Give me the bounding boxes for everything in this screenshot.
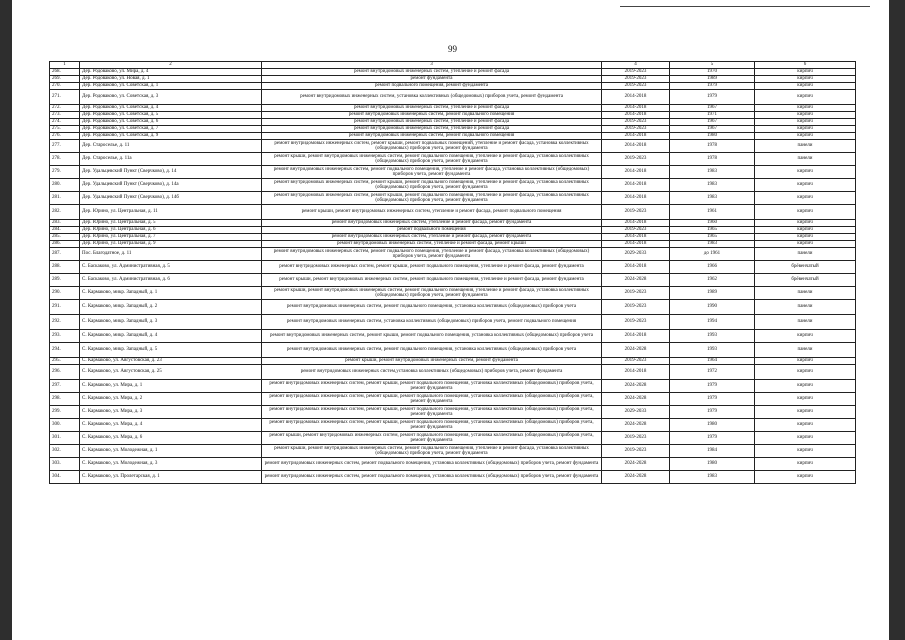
period-cell: 2024-2028	[602, 471, 670, 484]
period-cell: 2019-2023	[602, 153, 670, 166]
material-cell: панели	[755, 153, 856, 166]
address-cell: С. Кармаково, микр. Западный, д. 1	[80, 287, 262, 300]
works-cell: ремонт внутридомовых инженерных систем, ремонт крыши, ремонт подвального помещения, установка коллективных (общедомовых) приборов учета, ремонт фундамента	[262, 406, 602, 419]
address-cell: С. Кармаково, ул. Мира, д. 6	[80, 432, 262, 445]
works-cell: ремонт подвального помещения, ремонт фундамента	[262, 83, 602, 90]
row-number: 279.	[50, 166, 80, 179]
address-cell: С. Кармаково, ул. Молодежная, д. 1	[80, 445, 262, 458]
period-cell: 2019-2023	[602, 287, 670, 300]
table-row	[50, 393, 856, 406]
year-cell: 1971	[670, 112, 755, 119]
year-cell: 1979	[670, 393, 755, 406]
address-cell: С. Кармаково, ул. Августовская, д. 25	[80, 365, 262, 380]
row-number: 298.	[50, 393, 80, 406]
table-row	[50, 419, 856, 432]
works-cell: ремонт внутридомовых инженерных систем, утепление и ремонт фасада, ремонт фундамента	[262, 234, 602, 241]
row-number: 284.	[50, 227, 80, 234]
year-cell: 1983	[670, 166, 755, 179]
header-cell: 2	[80, 62, 262, 69]
year-cell: 1966	[670, 261, 755, 274]
year-cell: 1979	[670, 432, 755, 445]
row-number: 294.	[50, 343, 80, 358]
year-cell: 1983	[670, 241, 755, 248]
period-cell: 2024-2028	[602, 393, 670, 406]
material-cell: брёвенчатый	[755, 274, 856, 287]
year-cell: 1967	[670, 105, 755, 112]
period-cell: 2014-2018	[602, 179, 670, 192]
year-cell: 1993	[670, 343, 755, 358]
year-cell: 1994	[670, 315, 755, 330]
works-cell: ремонт внутридомовых инженерных систем, ремонт подвального помещения, установка коллективных (общедомовых) приборов учета, ремонт фундамента	[262, 458, 602, 471]
row-number: 280.	[50, 179, 80, 192]
period-cell: 2014-2018	[602, 105, 670, 112]
works-cell: ремонт внутридомовых инженерных систем, ремонт крыши, ремонт подвального помещения, установка коллективных (общедомовых) приборов учета, ремонт фундамента	[262, 380, 602, 393]
housing-repair-table	[49, 61, 856, 484]
address-cell: Дер. Староселье, д. 11а	[80, 153, 262, 166]
year-cell: 1979	[670, 83, 755, 90]
table-row	[50, 287, 856, 300]
period-cell: 2014-2018	[602, 166, 670, 179]
scan-left-edge	[0, 0, 12, 640]
row-number: 281.	[50, 192, 80, 205]
address-cell: Дер. Юрино, ул. Центральная, д. 5	[80, 220, 262, 227]
works-cell: ремонт фундамента	[262, 76, 602, 83]
works-cell: ремонт внутридомовых инженерных систем, ремонт крыши, ремонт подвального помещения, установка коллективных (общедомовых) приборов учета	[262, 330, 602, 343]
table-row	[50, 153, 856, 166]
address-cell: Дер. Староселье, д. 11	[80, 140, 262, 153]
table-row	[50, 105, 856, 112]
material-cell: кирпич	[755, 365, 856, 380]
material-cell: кирпич	[755, 192, 856, 205]
material-cell: кирпич	[755, 133, 856, 140]
period-cell: 2014-2018	[602, 140, 670, 153]
period-cell: 2019-2023	[602, 76, 670, 83]
period-cell: 2019-2023	[602, 83, 670, 90]
material-cell: панели	[755, 140, 856, 153]
table-row	[50, 234, 856, 241]
period-cell: 2019-2023	[602, 432, 670, 445]
year-cell: 1967	[670, 119, 755, 126]
works-cell: ремонт внутридомовых инженерных систем, утепление и ремонт фасада	[262, 126, 602, 133]
header-cell: 6	[755, 62, 856, 69]
table-row	[50, 76, 856, 83]
works-cell: ремонт крыши, ремонт внутридомовых инженерных систем, ремонт подвального помещения, утепление и ремонт фасада, установка коллективных (общедомовых) приборов учета, ремонт фундамента	[262, 153, 602, 166]
address-cell: С. Кармаково, ул. Пролетарская, д. 1	[80, 471, 262, 484]
row-number: 292.	[50, 315, 80, 330]
period-cell: 2014-2018	[602, 241, 670, 248]
period-cell: 2024-2028	[602, 419, 670, 432]
period-cell: 2019-2023	[602, 445, 670, 458]
works-cell: ремонт крыши, ремонт внутридомовых инженерных систем, ремонт подвального помещения, утепление и ремонт фасада, ремонт фундамента	[262, 274, 602, 287]
year-cell: 1960	[670, 220, 755, 227]
address-cell: Дер. Родоваково, ул. Советская, д. 9	[80, 133, 262, 140]
table-row	[50, 112, 856, 119]
material-cell: кирпич	[755, 126, 856, 133]
works-cell: ремонт внутридомовых инженерных систем, установка коллективных (общедомовых) приборов учета, ремонт подвального помещения	[262, 315, 602, 330]
material-cell: кирпич	[755, 471, 856, 484]
works-cell: ремонт внутридомовых инженерных систем, утепление и ремонт фасада, ремонт фундамента	[262, 220, 602, 227]
material-cell: кирпич	[755, 220, 856, 227]
table-row	[50, 227, 856, 234]
table-row	[50, 343, 856, 358]
row-number: 272.	[50, 105, 80, 112]
table-row	[50, 140, 856, 153]
material-cell: кирпич	[755, 205, 856, 220]
address-cell: С. Кармаково, ул. Мира, д. 4	[80, 419, 262, 432]
material-cell: панели	[755, 315, 856, 330]
material-cell: кирпич	[755, 179, 856, 192]
works-cell: ремонт крыши, ремонт внутридомовых инженерных систем, утепление и ремонт фасада, ремонт подвального помещения	[262, 205, 602, 220]
year-cell: 1983	[670, 192, 755, 205]
works-cell: ремонт крыши, ремонт внутридомовых инженерных систем, ремонт подвального помещения, утепление и ремонт фасада, установка коллективных (общедомовых) приборов учета, ремонт фундамента	[262, 445, 602, 458]
works-cell: ремонт внутридомовых инженерных систем,установка коллективных (общедомовых) приборов учета, ремонт фундамента	[262, 365, 602, 380]
works-cell: ремонт крыши, ремонт внутридомовых инженерных систем, ремонт фундамента	[262, 358, 602, 365]
works-cell: ремонт подвального помещения	[262, 227, 602, 234]
address-cell: Пос. Благодатное, д. 11	[80, 248, 262, 261]
works-cell: ремонт внутридомовых инженерных систем, утепление и ремонт фасада	[262, 69, 602, 76]
year-cell: 1980	[670, 458, 755, 471]
material-cell: брёвенчатый	[755, 261, 856, 274]
period-cell: 2019-2023	[602, 300, 670, 315]
row-number: 288.	[50, 261, 80, 274]
table-row	[50, 205, 856, 220]
row-number: 269.	[50, 76, 80, 83]
address-cell: Дер. Юрино, ул. Центральная, д. 6	[80, 227, 262, 234]
address-cell: С. Баскаково, ул. Административная, д. 6	[80, 274, 262, 287]
material-cell: кирпич	[755, 406, 856, 419]
table-row	[50, 133, 856, 140]
material-cell: кирпич	[755, 393, 856, 406]
material-cell: кирпич	[755, 83, 856, 90]
page-number: 99	[448, 44, 457, 54]
material-cell: кирпич	[755, 458, 856, 471]
period-cell: 2019-2023	[602, 227, 670, 234]
period-cell: 2014-2018	[602, 90, 670, 105]
table-row	[50, 220, 856, 227]
year-cell: 1990	[670, 300, 755, 315]
row-number: 287.	[50, 248, 80, 261]
year-cell: 1979	[670, 90, 755, 105]
period-cell: 2014-2018	[602, 261, 670, 274]
table-row	[50, 274, 856, 287]
material-cell: панели	[755, 300, 856, 315]
header-cell: 3	[262, 62, 602, 69]
works-cell: ремонт внутридомовых инженерных систем, ремонт крыши, ремонт подвального помещения, утепление и ремонт фасада, установка коллективных (общедомовых) приборов учета, ремонт фундамента	[262, 179, 602, 192]
year-cell: 1962	[670, 274, 755, 287]
table-row	[50, 432, 856, 445]
table-row	[50, 445, 856, 458]
table-row	[50, 248, 856, 261]
works-cell: ремонт внутридомовых инженерных систем, ремонт крыши, ремонт подвального помещения, утепление и ремонт фасада, ремонт фундамента	[262, 261, 602, 274]
table-row	[50, 300, 856, 315]
year-cell: 1980	[670, 133, 755, 140]
row-number: 274.	[50, 119, 80, 126]
material-cell: кирпич	[755, 234, 856, 241]
works-cell: ремонт внутридомовых инженерных систем, ремонт подвального помещения, утепление и ремонт фасада, установка коллективных (общедомовых) приборов учета, ремонт фундамента	[262, 248, 602, 261]
material-cell: кирпич	[755, 330, 856, 343]
table-row	[50, 458, 856, 471]
works-cell: ремонт внутридомовых инженерных систем, ремонт крыши, ремонт подвального помещения, установка коллективных (общедомовых) приборов учета, ремонт фундамента	[262, 419, 602, 432]
table-row	[50, 241, 856, 248]
row-number: 302.	[50, 445, 80, 458]
address-cell: С. Кармаково, микр. Западный, д. 4	[80, 330, 262, 343]
address-cell: С. Кармаково, микр. Западный, д. 2	[80, 300, 262, 315]
material-cell: кирпич	[755, 419, 856, 432]
period-cell: 2024-2028	[602, 343, 670, 358]
address-cell: Дер. Родоваково, ул. Советская, д. 4	[80, 105, 262, 112]
year-cell: 1979	[670, 380, 755, 393]
table-row	[50, 166, 856, 179]
row-number: 286.	[50, 241, 80, 248]
works-cell: ремонт внутридомовых инженерных систем, утепление и ремонт фасада	[262, 119, 602, 126]
row-number: 283.	[50, 220, 80, 227]
row-number: 299.	[50, 406, 80, 419]
row-number: 285.	[50, 234, 80, 241]
year-cell: 1989	[670, 287, 755, 300]
row-number: 296.	[50, 365, 80, 380]
table-row	[50, 179, 856, 192]
period-cell: 2014-2018	[602, 112, 670, 119]
period-cell: 2019-2023	[602, 358, 670, 365]
year-cell: 1965	[670, 227, 755, 234]
works-cell: ремонт внутридомовых инженерных систем, установка коллективных (общедомовых) приборов учета, ремонт фундамента	[262, 90, 602, 105]
year-cell: 1983	[670, 471, 755, 484]
works-cell: ремонт внутридомовых инженерных систем, утепление и ремонт фасада	[262, 105, 602, 112]
works-cell: ремонт внутридомовых инженерных систем, утепление и ремонт фасада, ремонт крыши	[262, 241, 602, 248]
row-number: 282.	[50, 205, 80, 220]
period-cell: 2014-2018	[602, 365, 670, 380]
year-cell: 1964	[670, 358, 755, 365]
works-cell: ремонт внутридомовых инженерных систем, ремонт подвального помещения, установка коллективных (общедомовых) приборов учета	[262, 343, 602, 358]
address-cell: Дер. Юрино, ул. Центральная, д. 7	[80, 234, 262, 241]
material-cell: кирпич	[755, 358, 856, 365]
year-cell: 1989	[670, 76, 755, 83]
address-cell: С. Кармаково, микр. Западный, д. 5	[80, 343, 262, 358]
material-cell: кирпич	[755, 432, 856, 445]
material-cell: панели	[755, 287, 856, 300]
works-cell: ремонт крыши, ремонт внутридомовых инженерных систем, ремонт подвального помещения, установка коллективных (общедомовых) приборов учета, ремонт фундамента	[262, 432, 602, 445]
material-cell: кирпич	[755, 166, 856, 179]
period-cell: 2024-2028	[602, 458, 670, 471]
address-cell: Дер. Родоваково, ул. Мира, д. 4	[80, 69, 262, 76]
works-cell: ремонт крыши, ремонт внутридомовых инженерных систем, ремонт подвального помещения, утепление и ремонт фасада, установка коллективных (общедомовых) приборов учета, ремонт фундамента	[262, 287, 602, 300]
works-cell: ремонт внутридомовых инженерных систем, ремонт крыши, ремонт подвальных помещений, утепление и ремонт фасада, установка коллективных (общедомовых) приборов учета, ремонт фундамента	[262, 140, 602, 153]
period-cell: 2024-2028	[602, 380, 670, 393]
row-number: 293.	[50, 330, 80, 343]
period-cell: 2029-2033	[602, 248, 670, 261]
material-cell: кирпич	[755, 112, 856, 119]
period-cell: 2014-2018	[602, 133, 670, 140]
header-cell: 4	[602, 62, 670, 69]
works-cell: ремонт внутридомовых инженерных систем, ремонт подвального помещения	[262, 112, 602, 119]
year-cell: 1978	[670, 153, 755, 166]
material-cell: кирпич	[755, 76, 856, 83]
year-cell: до 1961	[670, 248, 755, 261]
address-cell: Дер. Родоваково, ул. Советская, д. 3	[80, 90, 262, 105]
year-cell: 1983	[670, 179, 755, 192]
row-number: 275.	[50, 126, 80, 133]
table-row	[50, 365, 856, 380]
row-number: 271.	[50, 90, 80, 105]
address-cell: Дер. Родоваково, ул. Новая, д. 1	[80, 76, 262, 83]
works-cell: ремонт внутридомовых инженерных систем, ремонт подвального помещения, утепление и ремонт фасада, установка коллективных (общедомовых) приборов учета, ремонт фундамента	[262, 166, 602, 179]
table-row	[50, 119, 856, 126]
row-number: 304.	[50, 471, 80, 484]
row-number: 300.	[50, 419, 80, 432]
year-cell: 1979	[670, 406, 755, 419]
material-cell: панели	[755, 343, 856, 358]
header-cell: 1	[50, 62, 80, 69]
address-cell: Дер. Удальцевский Пункт (Сверчково), д. 14а	[80, 179, 262, 192]
table-row	[50, 471, 856, 484]
year-cell: 1993	[670, 330, 755, 343]
period-cell: 2019-2023	[602, 315, 670, 330]
period-cell: 2014-2018	[602, 220, 670, 227]
works-cell: ремонт внутридомовых инженерных систем, ремонт подвального помещения, установка коллективных (общедомовых) приборов учета, ремонт фундамента	[262, 471, 602, 484]
address-cell: С. Баскаково, ул. Административная, д. 5	[80, 261, 262, 274]
period-cell: 2019-2023	[602, 126, 670, 133]
address-cell: Дер. Удальцевский Пункт (Сверчково), д. 14б	[80, 192, 262, 205]
table-row	[50, 192, 856, 205]
works-cell: ремонт внутридомовых инженерных систем, ремонт подвального помещения, установка коллективных (общедомовых) приборов учета	[262, 300, 602, 315]
period-cell: 2014-2018	[602, 192, 670, 205]
period-cell: 2019-2023	[602, 69, 670, 76]
year-cell: 1970	[670, 69, 755, 76]
year-cell: 1965	[670, 234, 755, 241]
address-cell: С. Кармаково, ул. Мира, д. 2	[80, 393, 262, 406]
works-cell: ремонт внутридомовых инженерных систем, ремонт подвального помещения	[262, 133, 602, 140]
table-row	[50, 90, 856, 105]
period-cell: 2019-2023	[602, 119, 670, 126]
table-row	[50, 83, 856, 90]
material-cell: панели	[755, 248, 856, 261]
address-cell: С. Кармаково, ул. Мира, д. 1	[80, 380, 262, 393]
material-cell: кирпич	[755, 380, 856, 393]
period-cell: 2014-2018	[602, 330, 670, 343]
material-cell: кирпич	[755, 241, 856, 248]
header-row	[50, 62, 856, 69]
table-row	[50, 261, 856, 274]
table-row	[50, 126, 856, 133]
table-row	[50, 330, 856, 343]
row-number: 297.	[50, 380, 80, 393]
material-cell: кирпич	[755, 445, 856, 458]
address-cell: Дер. Юрино, ул. Центральная, д. 11	[80, 205, 262, 220]
row-number: 273.	[50, 112, 80, 119]
table-row	[50, 315, 856, 330]
header-cell: 5	[670, 62, 755, 69]
year-cell: 1984	[670, 445, 755, 458]
row-number: 291.	[50, 300, 80, 315]
address-cell: Дер. Родоваково, ул. Советская, д. 6	[80, 119, 262, 126]
address-cell: Дер. Родоваково, ул. Советская, д. 5	[80, 112, 262, 119]
period-cell: 2029-2033	[602, 406, 670, 419]
period-cell: 2019-2023	[602, 205, 670, 220]
address-cell: Дер. Юрино, ул. Центральная, д. 9	[80, 241, 262, 248]
year-cell: 1961	[670, 205, 755, 220]
top-rule	[620, 6, 870, 7]
row-number: 278.	[50, 153, 80, 166]
table-row	[50, 358, 856, 365]
row-number: 268.	[50, 69, 80, 76]
material-cell: кирпич	[755, 105, 856, 112]
row-number: 295.	[50, 358, 80, 365]
row-number: 270.	[50, 83, 80, 90]
table-row	[50, 380, 856, 393]
row-number: 290.	[50, 287, 80, 300]
address-cell: Дер. Родоваково, ул. Советская, д. 7	[80, 126, 262, 133]
material-cell: кирпич	[755, 69, 856, 76]
material-cell: кирпич	[755, 119, 856, 126]
period-cell: 2024-2028	[602, 274, 670, 287]
year-cell: 1972	[670, 365, 755, 380]
material-cell: кирпич	[755, 90, 856, 105]
year-cell: 1967	[670, 126, 755, 133]
works-cell: ремонт внутридомовых инженерных систем, ремонт крыши, ремонт подвального помещения, утепление и ремонт фасада, установка коллективных (общедомовых) приборов учета, ремонт фундамента	[262, 192, 602, 205]
row-number: 289.	[50, 274, 80, 287]
scan-right-edge	[889, 0, 905, 640]
works-cell: ремонт внутридомовых инженерных систем, ремонт крыши, ремонт подвального помещения, установка коллективных (общедомовых) приборов учета, ремонт фундамента	[262, 393, 602, 406]
row-number: 303.	[50, 458, 80, 471]
table-row	[50, 406, 856, 419]
material-cell: кирпич	[755, 227, 856, 234]
table-row	[50, 69, 856, 76]
year-cell: 1980	[670, 419, 755, 432]
address-cell: С. Кармаково, ул. Мира, д. 3	[80, 406, 262, 419]
address-cell: С. Кармаково, микр. Западный, д. 3	[80, 315, 262, 330]
period-cell: 2014-2018	[602, 234, 670, 241]
address-cell: Дер. Удальцевский Пункт (Сверчково), д. 14	[80, 166, 262, 179]
row-number: 277.	[50, 140, 80, 153]
address-cell: С. Кармаково, ул. Молодежная, д. 3	[80, 458, 262, 471]
row-number: 301.	[50, 432, 80, 445]
row-number: 276.	[50, 133, 80, 140]
address-cell: Дер. Родоваково, ул. Советская, д. 1	[80, 83, 262, 90]
address-cell: С. Кармаково, ул. Августовская, д. 23	[80, 358, 262, 365]
year-cell: 1978	[670, 140, 755, 153]
